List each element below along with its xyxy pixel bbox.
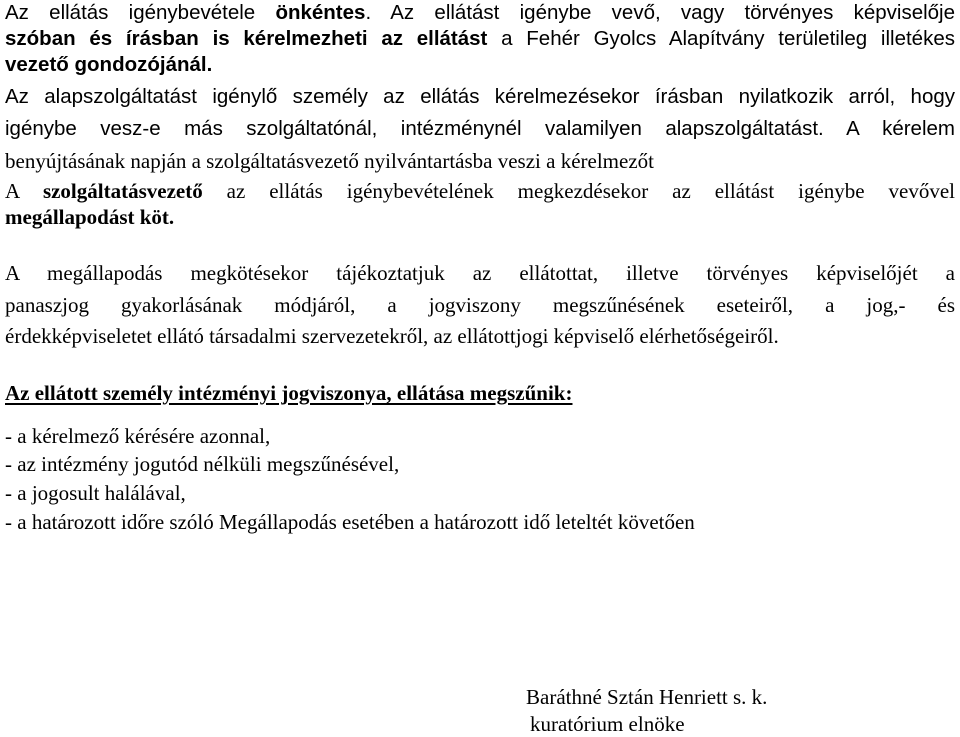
agreement-bold: megállapodást köt. [5, 205, 175, 229]
signature-name: Baráthné Sztán Henriett s. k. [526, 685, 768, 709]
intro-text: Az ellátás igénybevétele [5, 1, 276, 24]
alap-text: A [5, 179, 43, 203]
list-item: - az intézmény jogutód nélküli megszűnésével, [5, 452, 400, 476]
list-item: - a határozott időre szóló Megállapodás esetében a határozott idő leteltét követően [5, 510, 695, 534]
alap-text: igénybe vesz-e más szolgáltatónál, intézménynél valamilyen alapszolgáltatást. A kérelem [5, 117, 955, 140]
alap-line-1 [5, 84, 955, 110]
intro-line-3 [5, 52, 212, 78]
termination-heading [5, 380, 572, 406]
megall-line-2 [5, 292, 955, 318]
megall-line-3 [5, 323, 779, 349]
intro-leader-bold: vezető gondozójánál. [5, 53, 213, 76]
intro-text: a Fehér Gyolcs Alapítvány területileg illetékes [487, 27, 955, 50]
megall-text: A megállapodás megkötésekor tájékoztatjuk az ellátottat, illetve törvényes képviselőjét a [5, 261, 955, 285]
intro-line-2 [5, 26, 955, 52]
alap-line-4 [5, 178, 955, 204]
signature-title: kuratórium elnöke [530, 712, 685, 736]
intro-text: . Az ellátást igénybe vevő, vagy törvényes képviselője [365, 1, 956, 24]
list-item: - a kérelmező kérésére azonnal, [5, 424, 271, 448]
alap-text: az ellátás igénybevételének megkezdésekor az ellátást igénybe vevővel [202, 179, 955, 203]
termination-heading-text: Az ellátott személy intézményi jogviszonya, ellátása megszűnik: [5, 381, 573, 405]
megall-line-1 [5, 260, 955, 286]
megall-text: érdekképviseletet ellátó társadalmi szervezetekről, az ellátottjogi képviselő elérhetőségeiről. [5, 324, 779, 348]
alap-line-3 [5, 148, 654, 174]
alap-line-5 [5, 204, 174, 230]
intro-voluntary-bold: önkéntes [275, 1, 366, 24]
intro-line-1 [5, 0, 955, 26]
megall-text: panaszjog gyakorlásának módjáról, a jogviszony megszűnésének eseteiről, a jog,- és [5, 293, 955, 317]
alap-line-2 [5, 116, 955, 142]
alap-text: Az alapszolgáltatást igénylő személy az ellátás kérelmezésekor írásban nyilatkozik arról, hogy [5, 85, 955, 108]
list-item: - a jogosult halálával, [5, 481, 186, 505]
alap-text: benyújtásának napján a szolgáltatásvezető nyilvántartásba veszi a kérelmezőt [5, 149, 654, 173]
intro-request-bold: szóban és írásban is kérelmezheti az ellátást [5, 27, 488, 50]
service-leader-bold: szolgáltatásvezető [42, 179, 203, 203]
